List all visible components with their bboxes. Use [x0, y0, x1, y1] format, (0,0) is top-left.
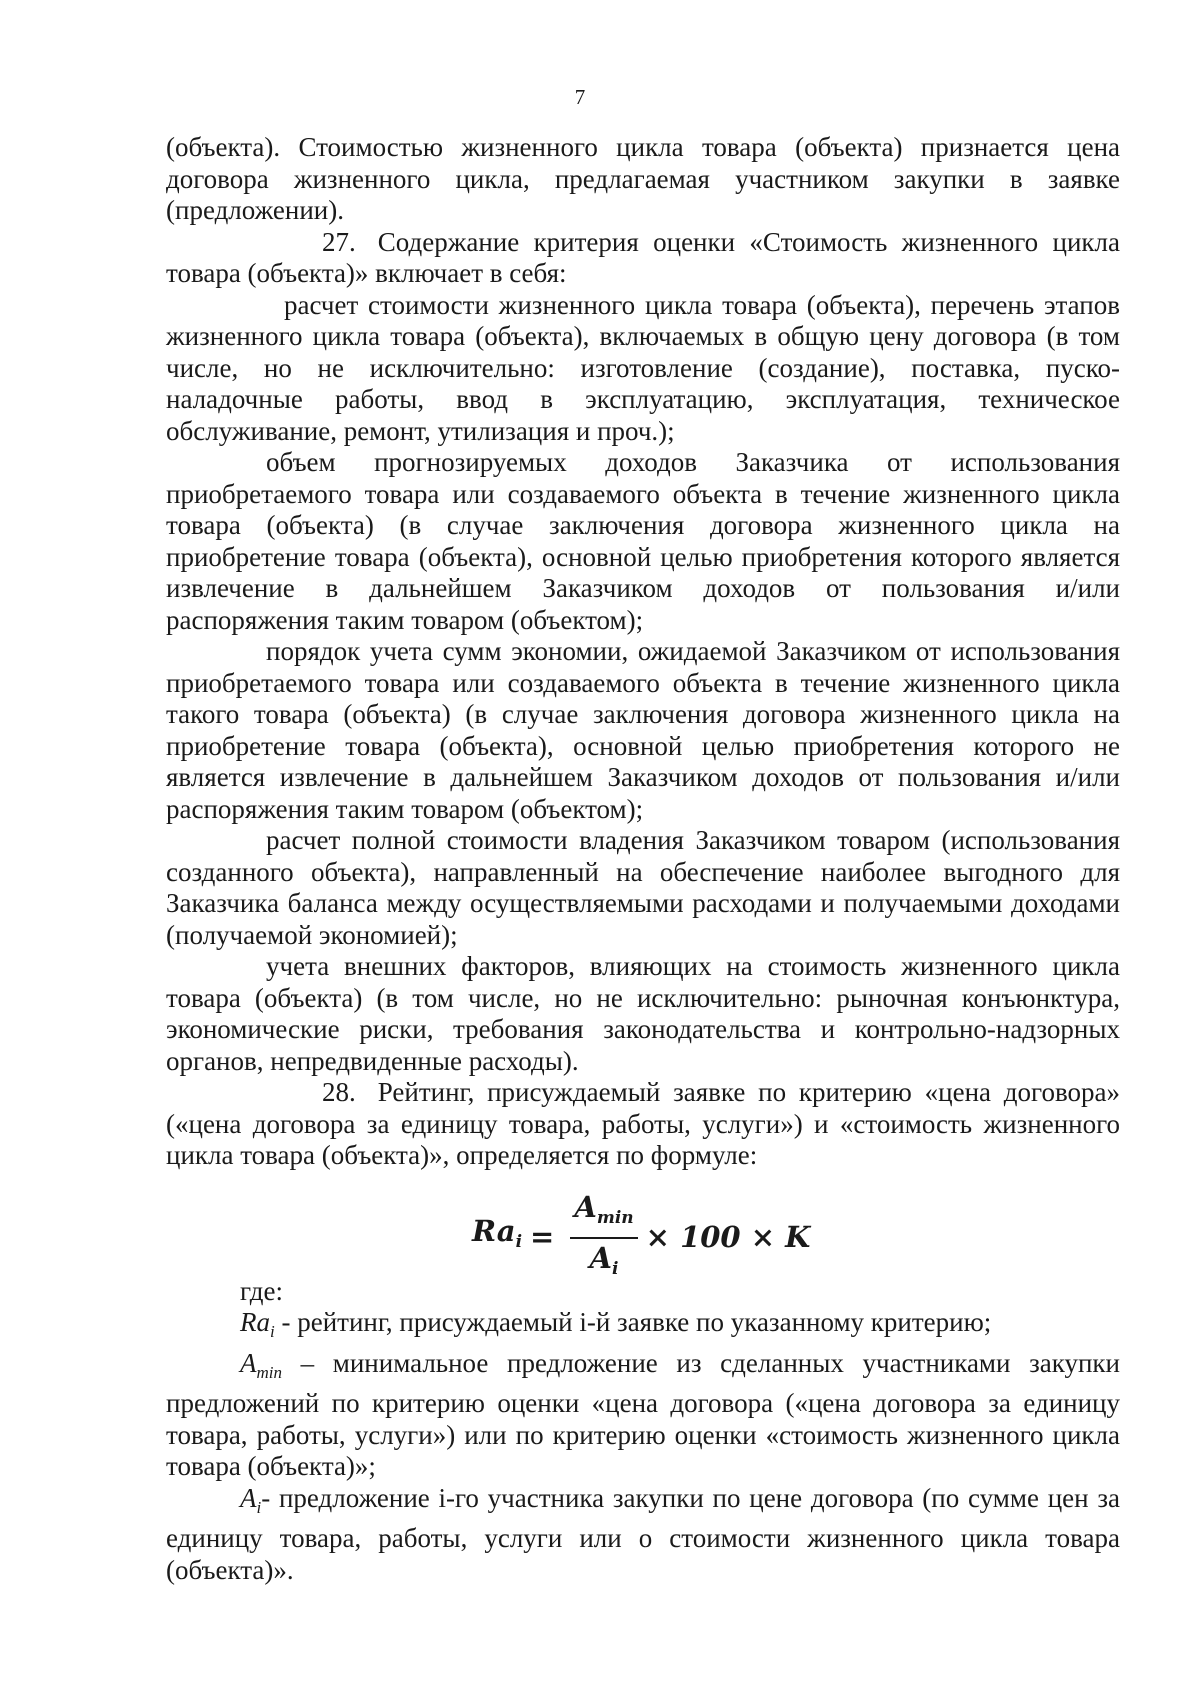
rating-formula — [166, 1180, 1120, 1279]
page-number: 7 — [574, 85, 586, 109]
formula-equals: = — [530, 1219, 555, 1254]
denominator-subscript: i — [612, 1258, 619, 1279]
document-body — [166, 132, 1120, 1586]
formula-expression — [472, 1190, 810, 1286]
list-item-external-factors: учета внешних факторов, влияющих на стоимость жизненного цикла товара (объекта) (в том числе, но не исключительно: рыночная конъюнктура, экономические риски, требования законодательства и контрольно-надзорных органов, непредвиденные расходы). — [166, 951, 1120, 1076]
legend-ra — [166, 1307, 1120, 1348]
clause-27-text: Содержание критерия оценки «Стоимость жизненного цикла товара (объекта)» включает в себя: — [166, 226, 1120, 288]
list-item-savings: порядок учета сумм экономии, ожидаемой Заказчиком от использования приобретаемого товара или создаваемого объекта в течение жизненного цикла такого товара (объекта) (в случае заключения договора жизненного цикла на приобретение товара (объекта), основной целью приобретения которого не является извлечение в дальнейшем Заказчиком доходов от пользования и/или распоряжения таким товаром (объектом); — [166, 636, 1120, 824]
legend-ra-symbol: Ra — [240, 1307, 270, 1337]
list-item-forecast-income: объем прогнозируемых доходов Заказчика от использования приобретаемого товара или создаваемого объекта в течение жизненного цикла товара (объекта) (в случае заключения договора жизненного цикла на приобретение товара (объекта), основной целью приобретения которого является извлечение в дальнейшем Заказчиком доходов от пользования и/или распоряжения таким товаром (объектом); — [166, 447, 1120, 635]
legend-ai-subscript: i — [256, 1497, 262, 1517]
clause-28-text: Рейтинг, присуждаемый заявке по критерию «цена договора» («цена договора за единицу товара, работы, услуги») и «стоимость жизненного цикла товара (объекта)», определяется по формуле: — [166, 1077, 1120, 1170]
formula-lhs-symbol: Ra — [472, 1214, 516, 1249]
clause-27-number: 27. — [322, 226, 356, 257]
formula-fraction — [570, 1190, 637, 1286]
clause-28-number: 28. — [322, 1077, 356, 1107]
formula-lhs — [472, 1216, 522, 1259]
numerator-symbol: A — [574, 1189, 597, 1224]
legend-amin-symbol: A — [240, 1347, 257, 1378]
clause-27 — [166, 227, 1120, 290]
legend-ai-symbol: A — [240, 1482, 257, 1513]
legend-where: где: — [240, 1275, 283, 1306]
numerator-subscript: min — [596, 1207, 634, 1228]
formula-denominator — [590, 1239, 619, 1286]
clause-28 — [166, 1077, 1120, 1172]
formula-lhs-subscript: i — [515, 1232, 523, 1253]
legend-ai — [166, 1483, 1120, 1587]
denominator-symbol: A — [589, 1240, 613, 1275]
legend-amin-text: – минимальное предложение из сделанных участниками закупки предложений по критерию оценки «цена договора («цена договора за единицу товара, работы, услуги») или по критерию оценки «стоимость жизненного цикла товара (объекта)»; — [166, 1347, 1120, 1481]
legend-ai-text: - предложение i-го участника закупки по цене договора (по сумме цен за единицу товара, работы, услуги или о стоимости жизненного цикла товара (объекта)». — [166, 1482, 1120, 1585]
paragraph-continuation: (объекта). Стоимостью жизненного цикла товара (объекта) признается цена договора жизненного цикла, предлагаемая участником закупки в заявке (предложении). — [166, 132, 1120, 225]
legend-amin-subscript: min — [256, 1362, 282, 1382]
formula-multiplier: × 100 × K — [645, 1219, 811, 1254]
list-item-ownership-cost: расчет полной стоимости владения Заказчиком товаром (использования созданного объекта), направленный на обеспечение наиболее выгодного для Заказчика баланса между осуществляемыми расходами и получаемыми доходами (получаемой экономией); — [166, 825, 1120, 950]
formula-numerator — [570, 1190, 637, 1239]
legend-amin — [166, 1348, 1120, 1483]
legend-ra-subscript: i — [270, 1322, 275, 1341]
legend-ra-text: - рейтинг, присуждаемый i-й заявке по указанному критерию; — [274, 1307, 992, 1337]
list-item-lifecycle-cost: расчет стоимости жизненного цикла товара (объекта), перечень этапов жизненного цикла товара (объекта), включаемых в общую цену договора (в том числе, но не исключительно: изготовление (создание), поставка, пуско-наладочные работы, ввод в эксплуатацию, эксплуатация, техническое обслуживание, ремонт, утилизация и проч.); — [166, 289, 1120, 446]
